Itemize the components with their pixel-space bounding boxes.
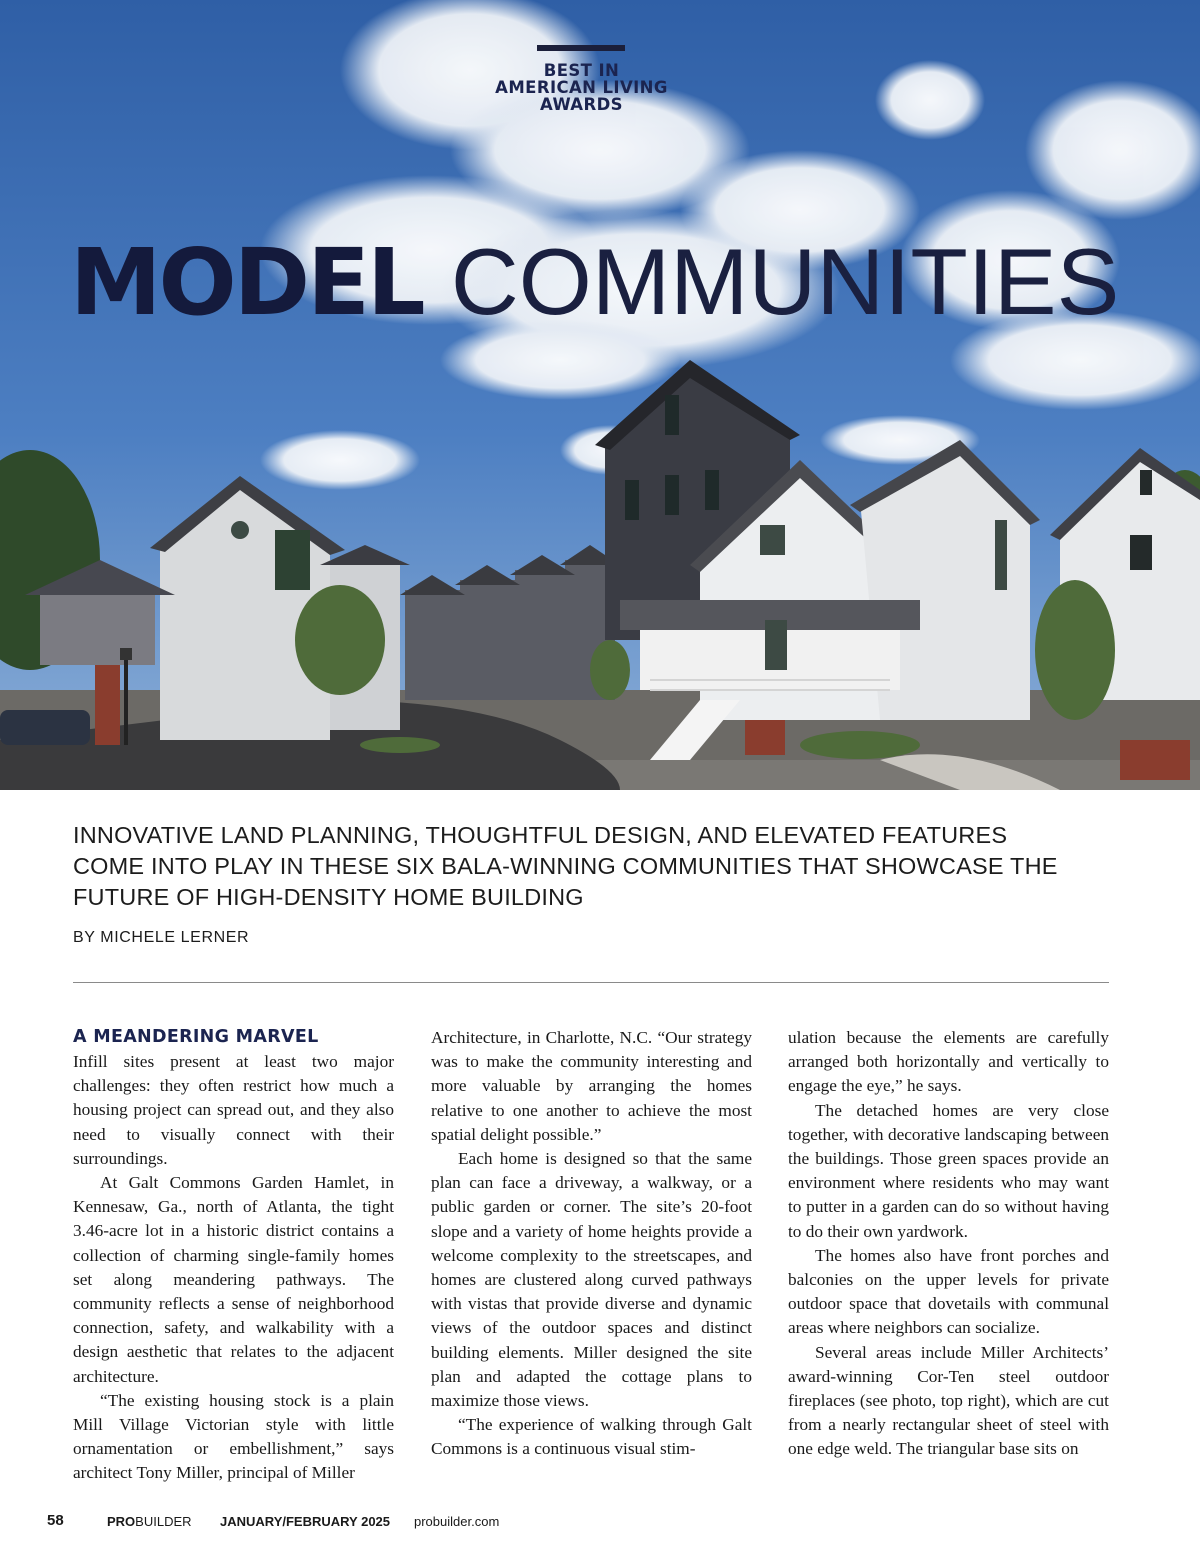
title-light: COMMUNITIES xyxy=(450,229,1120,334)
issue-date: JANUARY/FEBRUARY 2025 xyxy=(220,1514,391,1529)
paragraph: Each home is designed so that the same plan can face a driveway, a walkway, or a public garden or corner. The site’s 20-foot slope and a variety of home heights provide a welcome complexity to the streetscapes, and homes are clustered along curved pathways with vistas that provide diverse and dynamic views of the outdoor spaces and distinct building elements. Miller designed the site plan and adapted the cottage plans to maximize those views. xyxy=(431,1149,752,1411)
paragraph: The detached homes are very close together, with decorative landscaping between the buildings. Those green spaces provide an environment where residents who may want to putter in a garden can do so without having to do their own yardwork. xyxy=(788,1100,1109,1241)
article-column-3 xyxy=(788,1026,1109,1462)
article-deck: INNOVATIVE LAND PLANNING, THOUGHTFUL DESIGN, AND ELEVATED FEATURES COME INTO PLAY IN THESE SIX BALA-WINNING COMMUNITIES THAT SHOWCASE THE FUTURE OF HIGH-DENSITY HOME BUILDING xyxy=(73,822,1058,910)
paragraph: ulation because the elements are carefully arranged both horizontally and vertically to engage the eye,” he says. xyxy=(788,1028,1109,1096)
award-kicker-line: AMERICAN LIVING xyxy=(495,78,668,97)
page-number: 58 xyxy=(47,1512,64,1529)
divider xyxy=(73,982,1109,983)
paragraph: Infill sites present at least two major challenges: they often restrict how much a housing project can spread out, and they also need to visually connect with their surroundings. xyxy=(73,1052,394,1168)
magazine-name-bold: PRO xyxy=(107,1514,136,1529)
magazine-name xyxy=(107,1514,192,1529)
award-kicker xyxy=(0,62,1163,113)
award-kicker-line: AWARDS xyxy=(540,95,623,114)
paragraph: “The experience of walking through Galt Commons is a continuous visual stim- xyxy=(431,1415,752,1459)
paragraph: The homes also have front porches and balconies on the upper levels for private outdoor space that dovetails with communal areas where neighbors can socialize. xyxy=(788,1245,1109,1338)
page-footer xyxy=(0,1514,1200,1534)
magazine-name-rest: BUILDER xyxy=(135,1514,192,1529)
title-bold: MODEL xyxy=(70,229,423,336)
award-kicker-line: BEST IN xyxy=(543,61,620,80)
article-column-1 xyxy=(73,1026,394,1486)
section-subhead: A MEANDERING MARVEL xyxy=(73,1027,319,1047)
paragraph: Several areas include Miller Architects’ award-winning Cor-Ten steel outdoor fireplaces (see photo, top right), which are cut from a nearly rectangular sheet of steel with one edge weld. The triangular base sits on xyxy=(788,1342,1109,1459)
paragraph: At Galt Commons Garden Hamlet, in Kennesaw, Ga., north of Atlanta, the tight 3.46-acre lot in a historic district contains a collection of charming single-family homes set along meandering pathways. The community reflects a sense of neighborhood connection, safety, and walkability with a design aesthetic that relates to the adjacent architecture. xyxy=(73,1173,394,1386)
paragraph: “The existing housing stock is a plain Mill Village Victorian style with little ornamentation or embellishment,” says architect Tony Miller, principal of Miller xyxy=(73,1390,394,1483)
paragraph: Architecture, in Charlotte, N.C. “Our strategy was to make the community interesting and more valuable by arranging the homes relative to one another to achieve the most spatial delight possible.” xyxy=(431,1028,752,1144)
award-divider-bar xyxy=(537,45,625,51)
page-title xyxy=(70,229,1120,336)
website-link[interactable]: probuilder.com xyxy=(414,1514,500,1529)
byline: BY MICHELE LERNER xyxy=(73,929,250,946)
article-column-2 xyxy=(431,1026,752,1462)
